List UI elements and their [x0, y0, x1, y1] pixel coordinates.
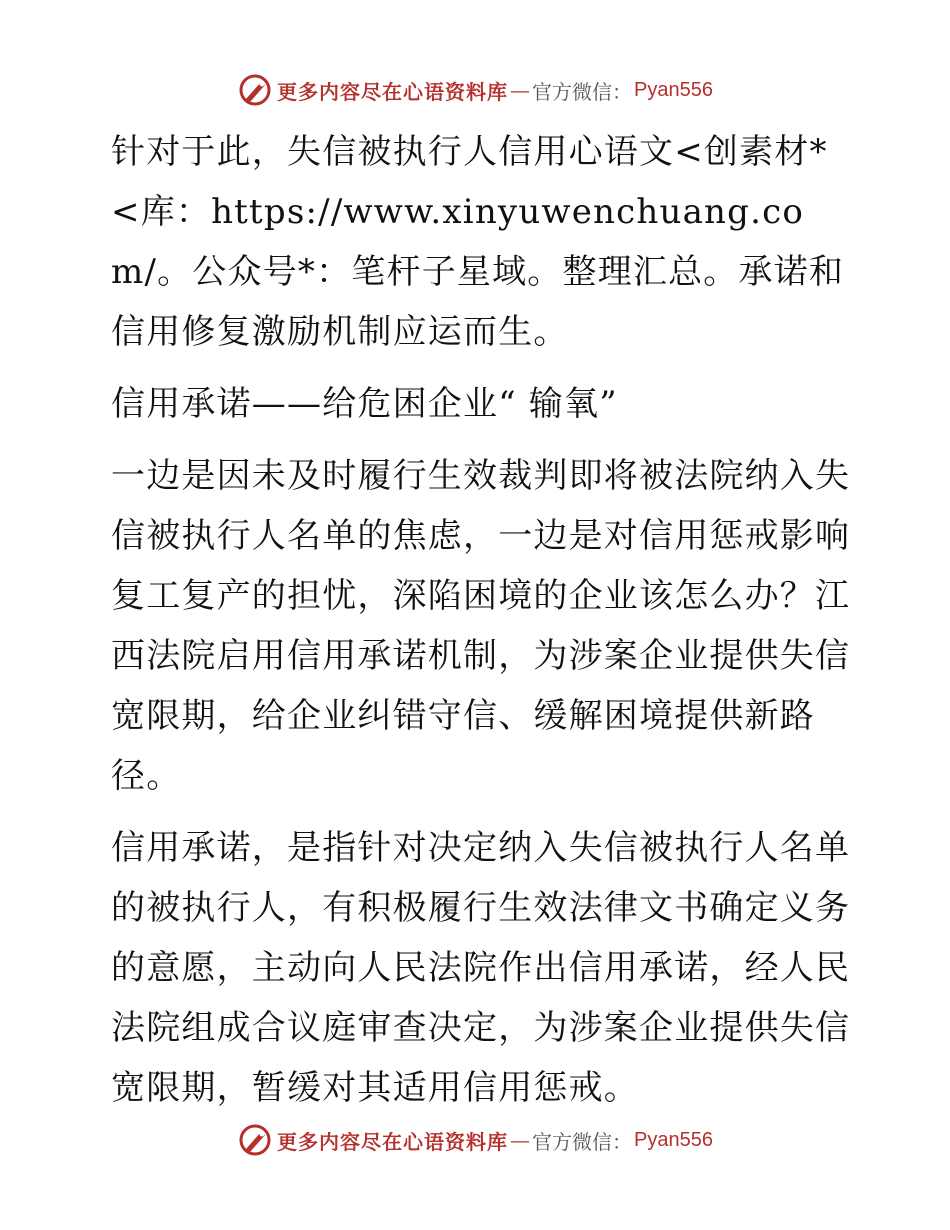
- banner-main-text: 更多内容尽在心语资料库: [277, 1129, 509, 1154]
- banner-sub-text: 官方微信：: [532, 1129, 633, 1154]
- document-body: [97, 122, 857, 1118]
- section-heading: 信用承诺——给危困企业“ 输氧”: [111, 384, 618, 424]
- paragraph-2: 一边是因未及时履行生效裁判即将被法院纳入失信被执行人名单的焦虑，一边是对信用惩戒影响复工复产的担忧，深陷困境的企业该怎么办？江西法院启用信用承诺机制，为涉案企业提供失信宽限期，给企业纠错守信、缓解困境提供新路径。: [111, 456, 851, 796]
- banner-dash: —: [510, 1128, 531, 1152]
- footer-banner: [0, 1120, 950, 1160]
- banner-dash: —: [510, 78, 531, 102]
- pen-logo-icon: [237, 72, 273, 108]
- header-banner: [0, 70, 950, 110]
- paragraph-1: 针对于此，失信被执行人信用心语文<创素材*<库：https://www.xinyuwenchuang.com/。公众号*：笔杆子星域。整理汇总。承诺和信用修复激励机制应运而生。: [111, 132, 845, 352]
- paragraph-3: 信用承诺，是指针对决定纳入失信被执行人名单的被执行人，有积极履行生效法律文书确定义务的意愿，主动向人民法院作出信用承诺，经人民法院组成合议庭审查决定，为涉案企业提供失信宽限期，暂缓对其适用信用惩戒。: [111, 828, 851, 1108]
- banner-wechat-id: Pyan556: [634, 78, 713, 101]
- banner-sub-text: 官方微信：: [532, 79, 633, 104]
- banner-main-text: 更多内容尽在心语资料库: [277, 79, 509, 104]
- banner-wechat-id: Pyan556: [634, 1128, 713, 1151]
- pen-logo-icon: [237, 1122, 273, 1158]
